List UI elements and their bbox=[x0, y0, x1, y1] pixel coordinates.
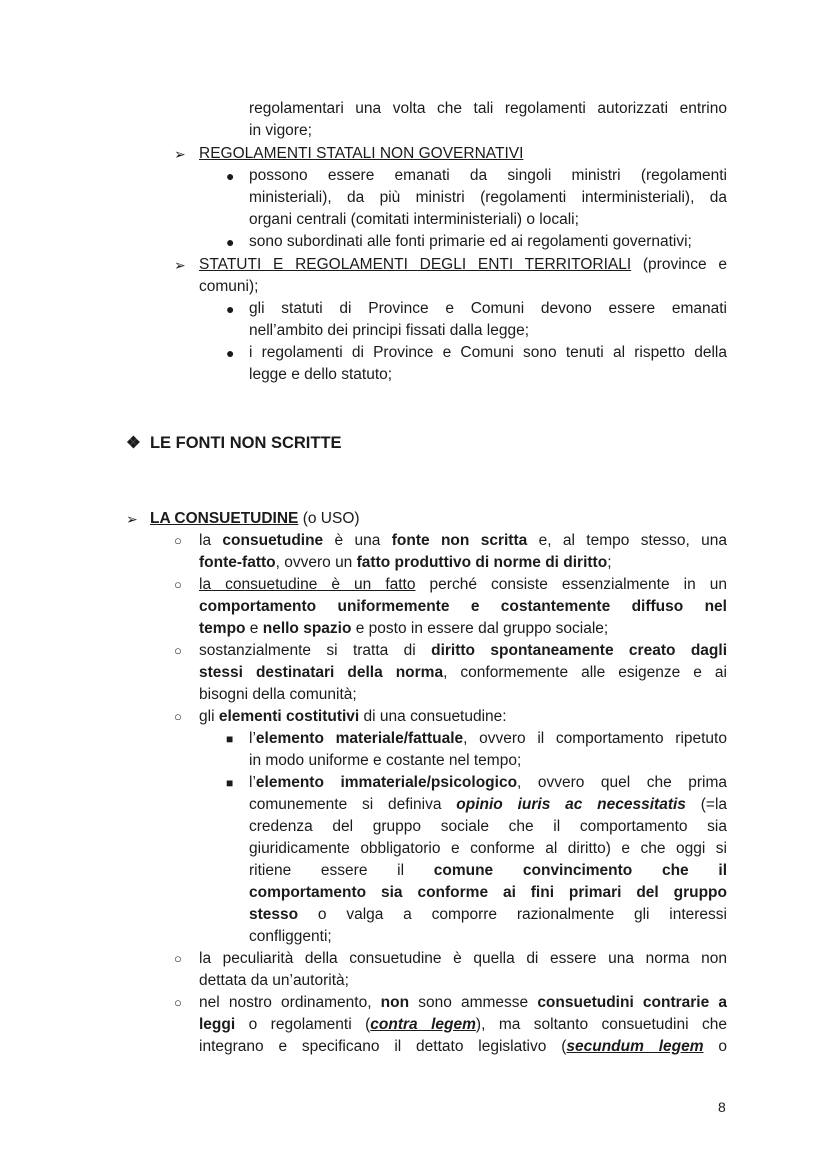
page-number: 8 bbox=[718, 1099, 726, 1115]
circle-bullet-icon: ○ bbox=[174, 533, 182, 548]
circle-bullet-icon: ○ bbox=[174, 577, 182, 592]
subsection-heading: STATUTI E REGOLAMENTI DEGLI ENTI TERRITORIALI (province e bbox=[199, 256, 727, 273]
text-line: leggi o regolamenti (contra legem), ma soltanto consuetudini che bbox=[199, 1016, 727, 1033]
text-line: possono essere emanati da singoli ministri (regolamenti bbox=[249, 167, 727, 184]
text-line: integrano e specificano il dettato legislativo (secundum legem o bbox=[199, 1038, 727, 1055]
text-line: in vigore; bbox=[249, 122, 312, 139]
text-line: in modo uniforme e costante nel tempo; bbox=[249, 752, 522, 769]
text-line: bisogni della comunità; bbox=[199, 686, 357, 703]
circle-bullet-icon: ○ bbox=[174, 709, 182, 724]
text-line: la consuetudine è una fonte non scritta e, al tempo stesso, una bbox=[199, 532, 728, 549]
circle-bullet-icon: ○ bbox=[174, 995, 182, 1010]
round-bullet-icon: ● bbox=[226, 234, 235, 250]
arrow-bullet-icon: ➢ bbox=[174, 257, 186, 273]
circle-bullet-icon: ○ bbox=[174, 951, 182, 966]
text-line: credenza del gruppo sociale che il comportamento sia bbox=[249, 818, 727, 835]
text-line: regolamentari una volta che tali regolamenti autorizzati entrino bbox=[249, 100, 727, 117]
text-line: stessi destinatari della norma, conformemente alle esigenze e ai bbox=[199, 664, 727, 681]
text-line: stesso o valga a comporre razionalmente gli interessi bbox=[249, 906, 727, 923]
text-line: l’elemento immateriale/psicologico, ovvero quel che prima bbox=[249, 774, 727, 791]
diamond-bullet-icon: ❖ bbox=[126, 434, 141, 452]
subsection-heading: LA CONSUETUDINE (o USO) bbox=[150, 510, 360, 527]
text-line: l’elemento materiale/fattuale, ovvero il comportamento ripetuto bbox=[249, 730, 727, 747]
text-line: comportamento sia conforme ai fini primari del gruppo bbox=[249, 884, 727, 901]
text-line: ritiene essere il comune convincimento che il bbox=[249, 862, 727, 879]
round-bullet-icon: ● bbox=[226, 301, 235, 317]
arrow-bullet-icon: ➢ bbox=[174, 146, 186, 162]
text-line: sono subordinati alle fonti primarie ed ai regolamenti governativi; bbox=[249, 233, 692, 250]
text-line: sostanzialmente si tratta di diritto spontaneamente creato dagli bbox=[199, 642, 728, 659]
text-line: la peculiarità della consuetudine è quella di essere una norma non bbox=[199, 950, 727, 967]
subsection-heading: REGOLAMENTI STATALI NON GOVERNATIVI bbox=[199, 145, 524, 162]
circle-bullet-icon: ○ bbox=[174, 643, 182, 658]
text-line: gli elementi costitutivi di una consuetudine: bbox=[199, 708, 507, 725]
text-line: comportamento uniformemente e costantemente diffuso nel bbox=[199, 598, 727, 615]
text-line: nel nostro ordinamento, non sono ammesse consuetudini contrarie a bbox=[199, 994, 727, 1011]
text-line: tempo e nello spazio e posto in essere dal gruppo sociale; bbox=[199, 620, 609, 637]
text-line: fonte-fatto, ovvero un fatto produttivo di norme di diritto; bbox=[199, 554, 612, 571]
arrow-bullet-icon: ➢ bbox=[126, 511, 138, 527]
square-bullet-icon: ■ bbox=[226, 776, 234, 790]
round-bullet-icon: ● bbox=[226, 345, 235, 361]
text-line: nell’ambito dei principi fissati dalla legge; bbox=[249, 322, 530, 339]
text-line: ministeriali), da più ministri (regolamenti interministeriali), da bbox=[249, 189, 727, 206]
text-line: i regolamenti di Province e Comuni sono tenuti al rispetto della bbox=[249, 344, 727, 361]
text-line: la consuetudine è un fatto perché consiste essenzialmente in un bbox=[199, 576, 727, 593]
text-line: dettata da un’autorità; bbox=[199, 972, 349, 989]
square-bullet-icon: ■ bbox=[226, 732, 234, 746]
text-line: comunemente si definiva opinio iuris ac necessitatis (=la bbox=[249, 796, 728, 813]
text-line: confliggenti; bbox=[249, 928, 332, 945]
round-bullet-icon: ● bbox=[226, 168, 235, 184]
text-line: comuni); bbox=[199, 278, 259, 295]
text-line: giuridicamente obbligatorio e conforme al diritto) e che oggi si bbox=[249, 840, 727, 857]
text-line: organi centrali (comitati interministeriali) o locali; bbox=[249, 211, 579, 228]
text-line: legge e dello statuto; bbox=[249, 366, 393, 383]
text-line: gli statuti di Province e Comuni devono essere emanati bbox=[249, 300, 727, 317]
section-heading: ❖ LE FONTI NON SCRITTE bbox=[126, 434, 342, 452]
